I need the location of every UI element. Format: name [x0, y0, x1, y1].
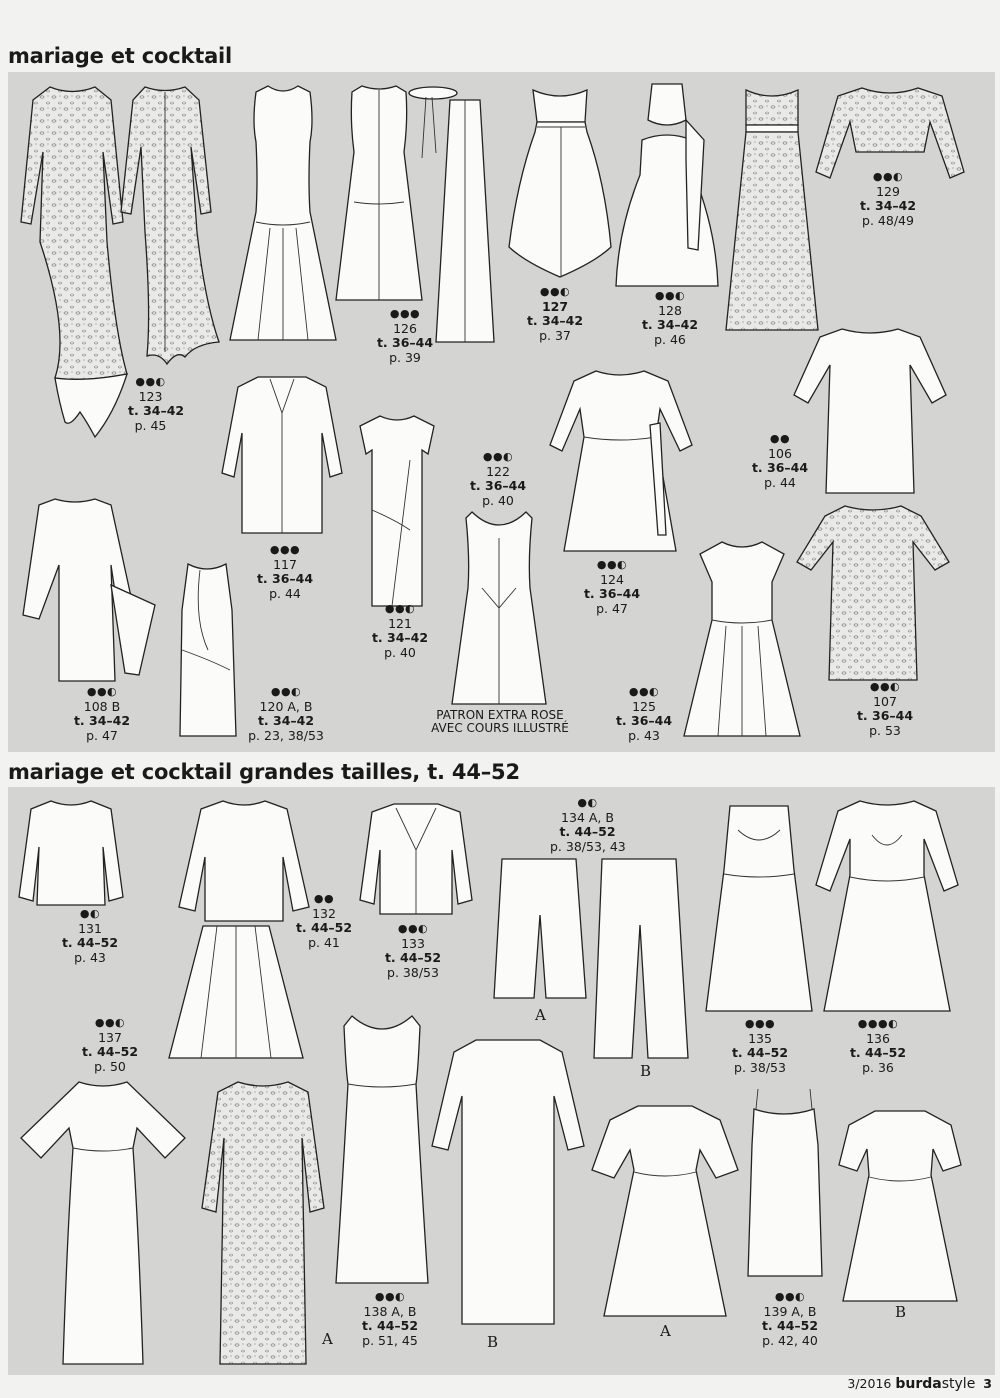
section-title-mariage: mariage et cocktail: [8, 44, 233, 68]
size-136: t. 44–52: [849, 1045, 907, 1060]
size-137: t. 44–52: [81, 1044, 139, 1059]
dress-135-illustration: [702, 800, 817, 1015]
variant-b-coat: B: [487, 1333, 499, 1351]
dress-139-variant-b-illustration: [835, 1105, 965, 1305]
dots-127: ●●◐: [539, 285, 571, 298]
dots-128: ●●◐: [654, 289, 686, 302]
dots-133: ●●◐: [397, 922, 429, 935]
label-126: [375, 307, 435, 365]
size-138: t. 44–52: [361, 1318, 419, 1333]
number-133: 133: [401, 935, 425, 951]
label-120: [246, 685, 326, 743]
size-107: t. 36–44: [856, 708, 914, 723]
page-125: p. 43: [628, 727, 660, 743]
page-128: p. 46: [654, 331, 686, 347]
dots-139: ●●◐: [774, 1290, 806, 1303]
page-117: p. 44: [269, 585, 301, 601]
size-120: t. 34–42: [257, 713, 315, 728]
variant-a-138: A: [322, 1330, 333, 1348]
dots-137: ●●◐: [94, 1016, 126, 1029]
dress-125-illustration: [680, 538, 805, 740]
label-124: [582, 558, 642, 616]
number-135: 135: [748, 1030, 772, 1046]
number-131: 131: [78, 920, 102, 936]
dress-121-illustration: [350, 410, 445, 610]
page-footer: [847, 1376, 992, 1392]
dots-121: ●●◐: [384, 602, 416, 615]
dots-120: ●●◐: [270, 685, 302, 698]
page-120: p. 23, 38/53: [248, 727, 324, 743]
dress-136-illustration: [812, 795, 962, 1015]
page-139: p. 42, 40: [762, 1332, 818, 1348]
dots-138: ●●◐: [374, 1290, 406, 1303]
page-121: p. 40: [384, 644, 416, 660]
variant-a-139: A: [660, 1322, 671, 1340]
section-title-grandes-tailles: mariage et cocktail grandes tailles, t. 44–52: [8, 760, 520, 784]
issue-number: 3/2016: [847, 1376, 892, 1391]
label-129: [858, 170, 918, 228]
dots-132: ●●: [313, 892, 335, 905]
number-108: 108 B: [83, 698, 121, 714]
variant-b-139: B: [895, 1303, 907, 1321]
dots-135: ●●●: [744, 1017, 776, 1030]
dots-131: ●◐: [79, 907, 101, 920]
brand-part-b: style: [941, 1376, 976, 1392]
page-133: p. 38/53: [387, 964, 439, 980]
dots-126: ●●●: [389, 307, 421, 320]
page-108: p. 47: [86, 727, 118, 743]
number-128: 128: [658, 302, 682, 318]
number-107: 107: [873, 693, 897, 709]
brand-logo: [895, 1376, 975, 1392]
label-138: [350, 1290, 430, 1348]
number-125: 125: [632, 698, 656, 714]
page-106: p. 44: [764, 474, 796, 490]
number-121: 121: [388, 615, 412, 631]
dots-124: ●●◐: [596, 558, 628, 571]
dots-123: ●●◐: [135, 375, 166, 388]
dots-136: ●●●◐: [857, 1017, 899, 1030]
size-133: t. 44–52: [384, 950, 442, 965]
number-129: 129: [876, 183, 900, 199]
dots-117: ●●●: [269, 543, 301, 556]
label-121: [370, 602, 430, 660]
dress-106-illustration: [790, 325, 950, 497]
number-122: 122: [486, 463, 510, 479]
number-139: 139 A, B: [763, 1303, 817, 1319]
size-129: t. 34–42: [859, 198, 917, 213]
label-131: [60, 907, 120, 965]
page-123: p. 45: [134, 417, 167, 433]
number-132: 132: [312, 905, 336, 921]
number-127: 127: [541, 298, 569, 314]
label-134: [550, 796, 625, 854]
size-124: t. 36–44: [583, 586, 641, 601]
number-123: 123: [138, 388, 163, 404]
page-137: p. 50: [94, 1058, 126, 1074]
page-135: p. 38/53: [734, 1059, 786, 1075]
skirt-126-illustration: [430, 96, 500, 346]
page-131: p. 43: [74, 949, 106, 965]
dress-107-illustration: [793, 502, 953, 684]
label-139: [750, 1290, 830, 1348]
dots-134: ●◐: [577, 796, 598, 809]
size-126: t. 36–44: [376, 335, 434, 350]
dress-137-illustration: [15, 1078, 190, 1368]
size-131: t. 44–52: [61, 935, 119, 950]
page-127: p. 37: [539, 327, 571, 343]
page-122: p. 40: [482, 492, 514, 508]
dress-126-front-illustration: [228, 82, 338, 344]
label-127: [525, 285, 585, 343]
page-134: p. 38/53, 43: [550, 838, 626, 854]
dress-138a-illustration: [198, 1078, 328, 1368]
label-125: [614, 685, 674, 743]
label-108: [72, 685, 132, 743]
label-128: [640, 289, 700, 347]
dots-125: ●●◐: [628, 685, 660, 698]
page-132: p. 41: [308, 934, 340, 950]
dots-108: ●●◐: [86, 685, 118, 698]
label-106: [750, 432, 810, 490]
page-number: 3: [983, 1376, 992, 1391]
size-139: t. 44–52: [761, 1318, 819, 1333]
page-107: p. 53: [869, 722, 901, 738]
size-134: t. 44–52: [559, 824, 616, 839]
label-137: [80, 1016, 140, 1074]
number-126: 126: [393, 320, 417, 336]
page-136: p. 36: [862, 1059, 894, 1075]
dress-lace-long-illustration: [722, 80, 822, 335]
dots-106: ●●: [769, 432, 791, 445]
trousers-134b-illustration: [592, 855, 692, 1062]
top-132-illustration: [175, 797, 313, 925]
label-132: [294, 892, 354, 950]
dress-108-illustration: [15, 495, 165, 685]
dress-139b-illustration: [742, 1085, 827, 1280]
coat-117-illustration: [218, 373, 346, 538]
page-138: p. 51, 45: [362, 1332, 418, 1348]
dress-127-illustration: [505, 82, 615, 282]
size-125: t. 36–44: [615, 713, 673, 728]
size-132: t. 44–52: [295, 920, 353, 935]
label-122: [468, 450, 528, 508]
number-136: 136: [866, 1030, 890, 1046]
variant-a-134: A: [535, 1006, 546, 1024]
dress-123-back-illustration: [115, 82, 225, 372]
label-107: [855, 680, 915, 738]
dress-139a-illustration: [588, 1100, 743, 1320]
size-117: t. 36–44: [256, 571, 314, 586]
number-124: 124: [600, 571, 624, 587]
dress-123-front-illustration: [15, 82, 130, 444]
size-122: t. 36–44: [469, 478, 527, 493]
label-117: [255, 543, 315, 601]
brand-part-a: burda: [895, 1376, 942, 1392]
page-126: p. 39: [389, 349, 421, 365]
number-134: 134 A, B: [561, 809, 614, 825]
page-124: p. 47: [596, 600, 628, 616]
jacket-133-illustration: [356, 800, 476, 918]
top-129-illustration: [812, 82, 967, 182]
variant-b-134: B: [640, 1062, 652, 1080]
number-106: 106: [768, 445, 792, 461]
dress-138b-illustration: [330, 1012, 435, 1287]
size-128: t. 34–42: [641, 317, 699, 332]
dress-124-illustration: [548, 365, 698, 555]
coat-b-illustration: [428, 1036, 588, 1328]
size-106: t. 36–44: [751, 460, 809, 475]
size-127: t. 34–42: [526, 313, 584, 328]
dress-122-illustration: [448, 508, 550, 708]
number-120: 120 A, B: [259, 698, 313, 714]
label-123: [128, 375, 185, 433]
label-extra-rose: PATRON EXTRA ROSE AVEC COURS ILLUSTRÉ: [431, 708, 569, 735]
dots-122: ●●◐: [482, 450, 514, 463]
number-138: 138 A, B: [363, 1303, 417, 1319]
dots-129: ●●◐: [872, 170, 904, 183]
label-135: [730, 1017, 790, 1075]
skirt-132-illustration: [165, 922, 307, 1062]
size-108: t. 34–42: [73, 713, 131, 728]
dots-107: ●●◐: [869, 680, 901, 693]
size-135: t. 44–52: [731, 1045, 789, 1060]
label-133: [383, 922, 443, 980]
page-129: p. 48/49: [862, 212, 914, 228]
number-137: 137: [98, 1029, 122, 1045]
blouse-131-illustration: [15, 797, 127, 909]
dress-128-illustration: [612, 80, 722, 290]
dress-120-illustration: [170, 560, 245, 740]
size-123: t. 34–42: [128, 403, 185, 418]
label-136: [848, 1017, 908, 1075]
trousers-134a-illustration: [490, 855, 590, 1002]
size-121: t. 34–42: [371, 630, 429, 645]
number-117: 117: [273, 556, 297, 572]
